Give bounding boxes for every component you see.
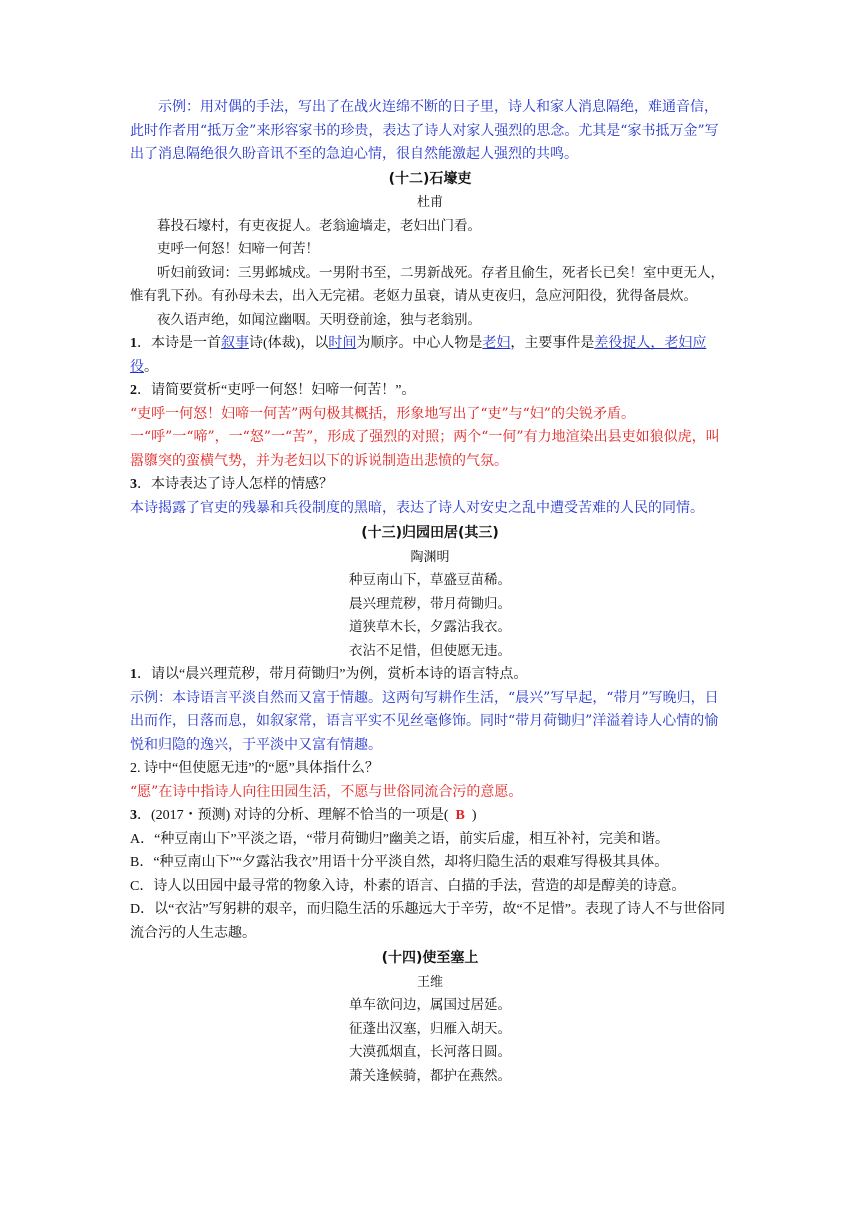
question-2: 2. 诗中“但使愿无违”的“愿”具体指什么？ xyxy=(130,761,379,776)
poem-line: 道狭草木长，夕露沾我衣。 xyxy=(349,619,511,635)
poem-line: 听妇前致词：三男邺城戍。一男附书至，二男新战死。存者且偷生，死者长已矣！室中更无人，惟有乳下孙。有孙母未去，出入无完裙。老妪力虽衰，请从吏夜归，急应河阳役，犹得备晨炊。 xyxy=(130,264,724,304)
poem-line: 萧关逢候骑，都护在燕然。 xyxy=(349,1067,511,1084)
poem-line: 吏呼一何怒！妇啼一何苦！ xyxy=(157,241,319,257)
poem-line: 衣沾不足惜，但使愿无违。 xyxy=(349,642,511,659)
answer-blank: 老妇 xyxy=(482,336,511,351)
document-page xyxy=(130,96,730,1088)
poem-line: 大漠孤烟直，长河落日圆。 xyxy=(349,1044,511,1060)
poem-line: 晨兴理荒秽，带月荷锄归。 xyxy=(349,595,511,612)
question-1: 1．请以“晨兴理荒秽，带月荷锄归”为例，赏析本诗的语言特点。 xyxy=(130,667,528,682)
question-3: 3．本诗表达了诗人怎样的情感？ xyxy=(130,477,333,492)
question-2: 2．请简要赏析“吏呼一何怒！妇啼一何苦！”。 xyxy=(130,383,416,398)
option-a: A．“种豆南山下”平淡之语，“带月荷锄归”幽美之语，前实后虚，相互补衬，完美和谐。 xyxy=(130,831,669,847)
poem-line: 种豆南山下，草盛豆苗稀。 xyxy=(349,572,511,588)
section-12-title: (十二)石壕吏 xyxy=(388,170,472,187)
section-13-title: (十三)归园田居(其三) xyxy=(361,525,499,541)
section-14-author: 王维 xyxy=(416,974,443,990)
answer-1: 示例：本诗语言平淡自然而又富于情趣。这两句写耕作生活，“晨兴”写早起，“带月”写晚归，日出而作，日落而息，如叙家常，语言平实不见丝毫修饰。同时“带月荷锄归”洋溢着诗人心情的愉悦和归隐的逸兴，于平淡中又富有情趣。 xyxy=(130,689,719,753)
answer-3: 本诗揭露了官吏的残暴和兵役制度的黑暗，表达了诗人对安史之乱中遭受苦难的人民的同情。 xyxy=(130,499,704,516)
option-b: B．“种豆南山下”“夕露沾我衣”用语十分平淡自然，却将归隐生活的艰难写得极其具体。 xyxy=(130,855,669,870)
section-13-author: 陶渊明 xyxy=(410,549,450,565)
poem-line: 夜久语声绝，如闻泣幽咽。天明登前途，独与老翁别。 xyxy=(157,311,481,328)
answer-blank: 叙事 xyxy=(221,336,249,351)
answer-2: “吏呼一何怒！妇啼一何苦”两句极其概括，形象地写出了“吏”与“妇”的尖锐矛盾。一“呼”一“啼”，一“怒”一“苦”，形成了强烈的对照；两个“一何”有力地渲染出县吏如狼似虎，叫嚣隳突的蛮横气势，并为老妇以下的诉说制造出悲愤的气氛。 xyxy=(130,405,720,469)
option-c: C．诗人以田园中最寻常的物象入诗，朴素的语言、白描的手法，营造的却是醇美的诗意。 xyxy=(130,878,686,894)
answer-2: “愿”在诗中指诗人向往田园生活，不愿与世俗同流合污的意愿。 xyxy=(130,783,523,800)
question-3: 3．(2017・预测) 对诗的分析、理解不恰当的一项是( B ) xyxy=(130,808,477,823)
option-d: D．以“衣沾”写躬耕的艰辛，而归隐生活的乐趣远大于辛劳，故“不足惜”。表现了诗人不与世俗同流合污的人生志趣。 xyxy=(130,902,725,941)
question-1: 1．本诗是一首叙事诗(体裁)，以时间为顺序。中心人物是老妇，主要事件是差役捉人，老妇应役。 xyxy=(130,336,707,375)
poem-line: 征蓬出汉塞，归雁入胡天。 xyxy=(349,1020,511,1037)
answer-blank: 时间 xyxy=(328,336,357,351)
answer-choice: B xyxy=(455,808,465,823)
poem-line: 暮投石壕村，有吏夜捉人。老翁逾墙走，老妇出门看。 xyxy=(157,217,481,234)
section-12-author: 杜甫 xyxy=(416,195,443,210)
poem-line: 单车欲问边，属国过居延。 xyxy=(349,997,511,1013)
section-14-title: (十四)使至塞上 xyxy=(381,950,479,966)
intro-example-answer: 示例：用对偶的手法，写出了在战火连绵不断的日子里，诗人和家人消息隔绝，难通音信，此时作者用“抵万金”来形容家书的珍贵，表达了诗人对家人强烈的思念。尤其是“家书抵万金”写出了消息隔绝很久盼音讯不至的急迫心情，很自然能激起人强烈的共鸣。 xyxy=(130,99,719,162)
answer-blank: 差役捉人，老妇应役 xyxy=(130,336,707,375)
